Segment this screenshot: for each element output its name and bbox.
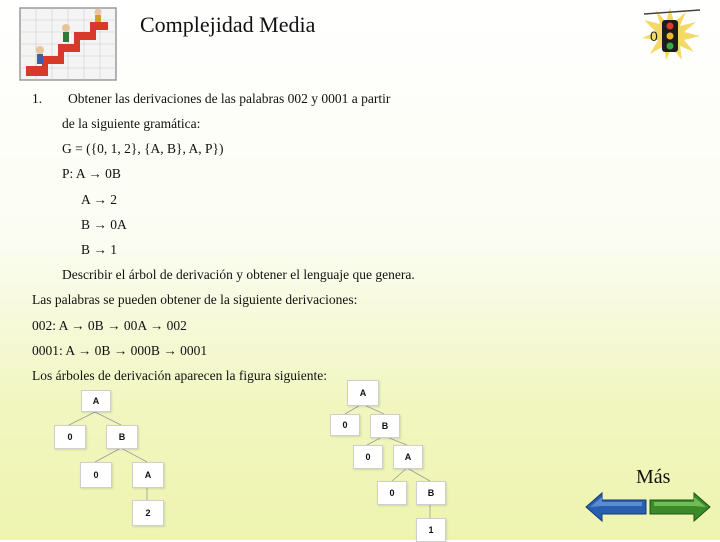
tree2-node-b: B <box>370 414 400 438</box>
tree1-node-b: B <box>106 425 138 449</box>
previous-arrow-icon[interactable] <box>586 493 646 521</box>
tree2-node-0-level2: 0 <box>353 445 383 469</box>
tree2-node-0-level3: 0 <box>377 481 407 505</box>
item-number: 1. <box>32 91 43 106</box>
tree1-node-0: 0 <box>54 425 86 449</box>
tree2-node-root-a: A <box>347 380 379 406</box>
item-text-line-2: de la siguiente gramática: <box>62 116 201 131</box>
derivation-002: 002: A → 0B → 00A → 002 <box>32 318 187 333</box>
more-label: Más <box>636 466 671 488</box>
trees-caption: Los árboles de derivación aparecen la figura siguiente: <box>32 368 327 383</box>
derivation-0001: 0001: A → 0B → 000B → 0001 <box>32 343 208 358</box>
grammar-definition: G = ({0, 1, 2}, {A, B}, A, P}) <box>62 141 224 156</box>
tree2-node-0: 0 <box>330 414 360 436</box>
tree1-node-2: 2 <box>132 500 164 526</box>
nav-arrows[interactable] <box>584 490 712 524</box>
describe-instruction: Describir el árbol de derivación y obtener el lenguaje que genera. <box>62 267 415 282</box>
item-text-line-1: Obtener las derivaciones de las palabras 002 y 0001 a partir <box>68 91 391 106</box>
tree1-node-root-a: A <box>81 390 111 412</box>
tree2-node-a-level2: A <box>393 445 423 469</box>
derivations-intro: Las palabras se pueden obtener de la siguiente derivaciones: <box>32 292 358 307</box>
tree1-node-a-level2: A <box>132 462 164 488</box>
page-title: Complejidad Media <box>140 12 316 37</box>
rule-2: A → 2 <box>81 192 118 207</box>
next-arrow-icon[interactable] <box>650 493 710 521</box>
tree2-node-b-level3: B <box>416 481 446 505</box>
rule-4: B → 1 <box>81 242 118 257</box>
tree2-node-1: 1 <box>416 518 446 542</box>
rule-3: B → 0A <box>81 217 127 232</box>
tree1-node-0-level2: 0 <box>80 462 112 488</box>
traffic-light-number: 0 <box>650 28 658 44</box>
rule-1: P: A → 0B <box>62 166 121 181</box>
